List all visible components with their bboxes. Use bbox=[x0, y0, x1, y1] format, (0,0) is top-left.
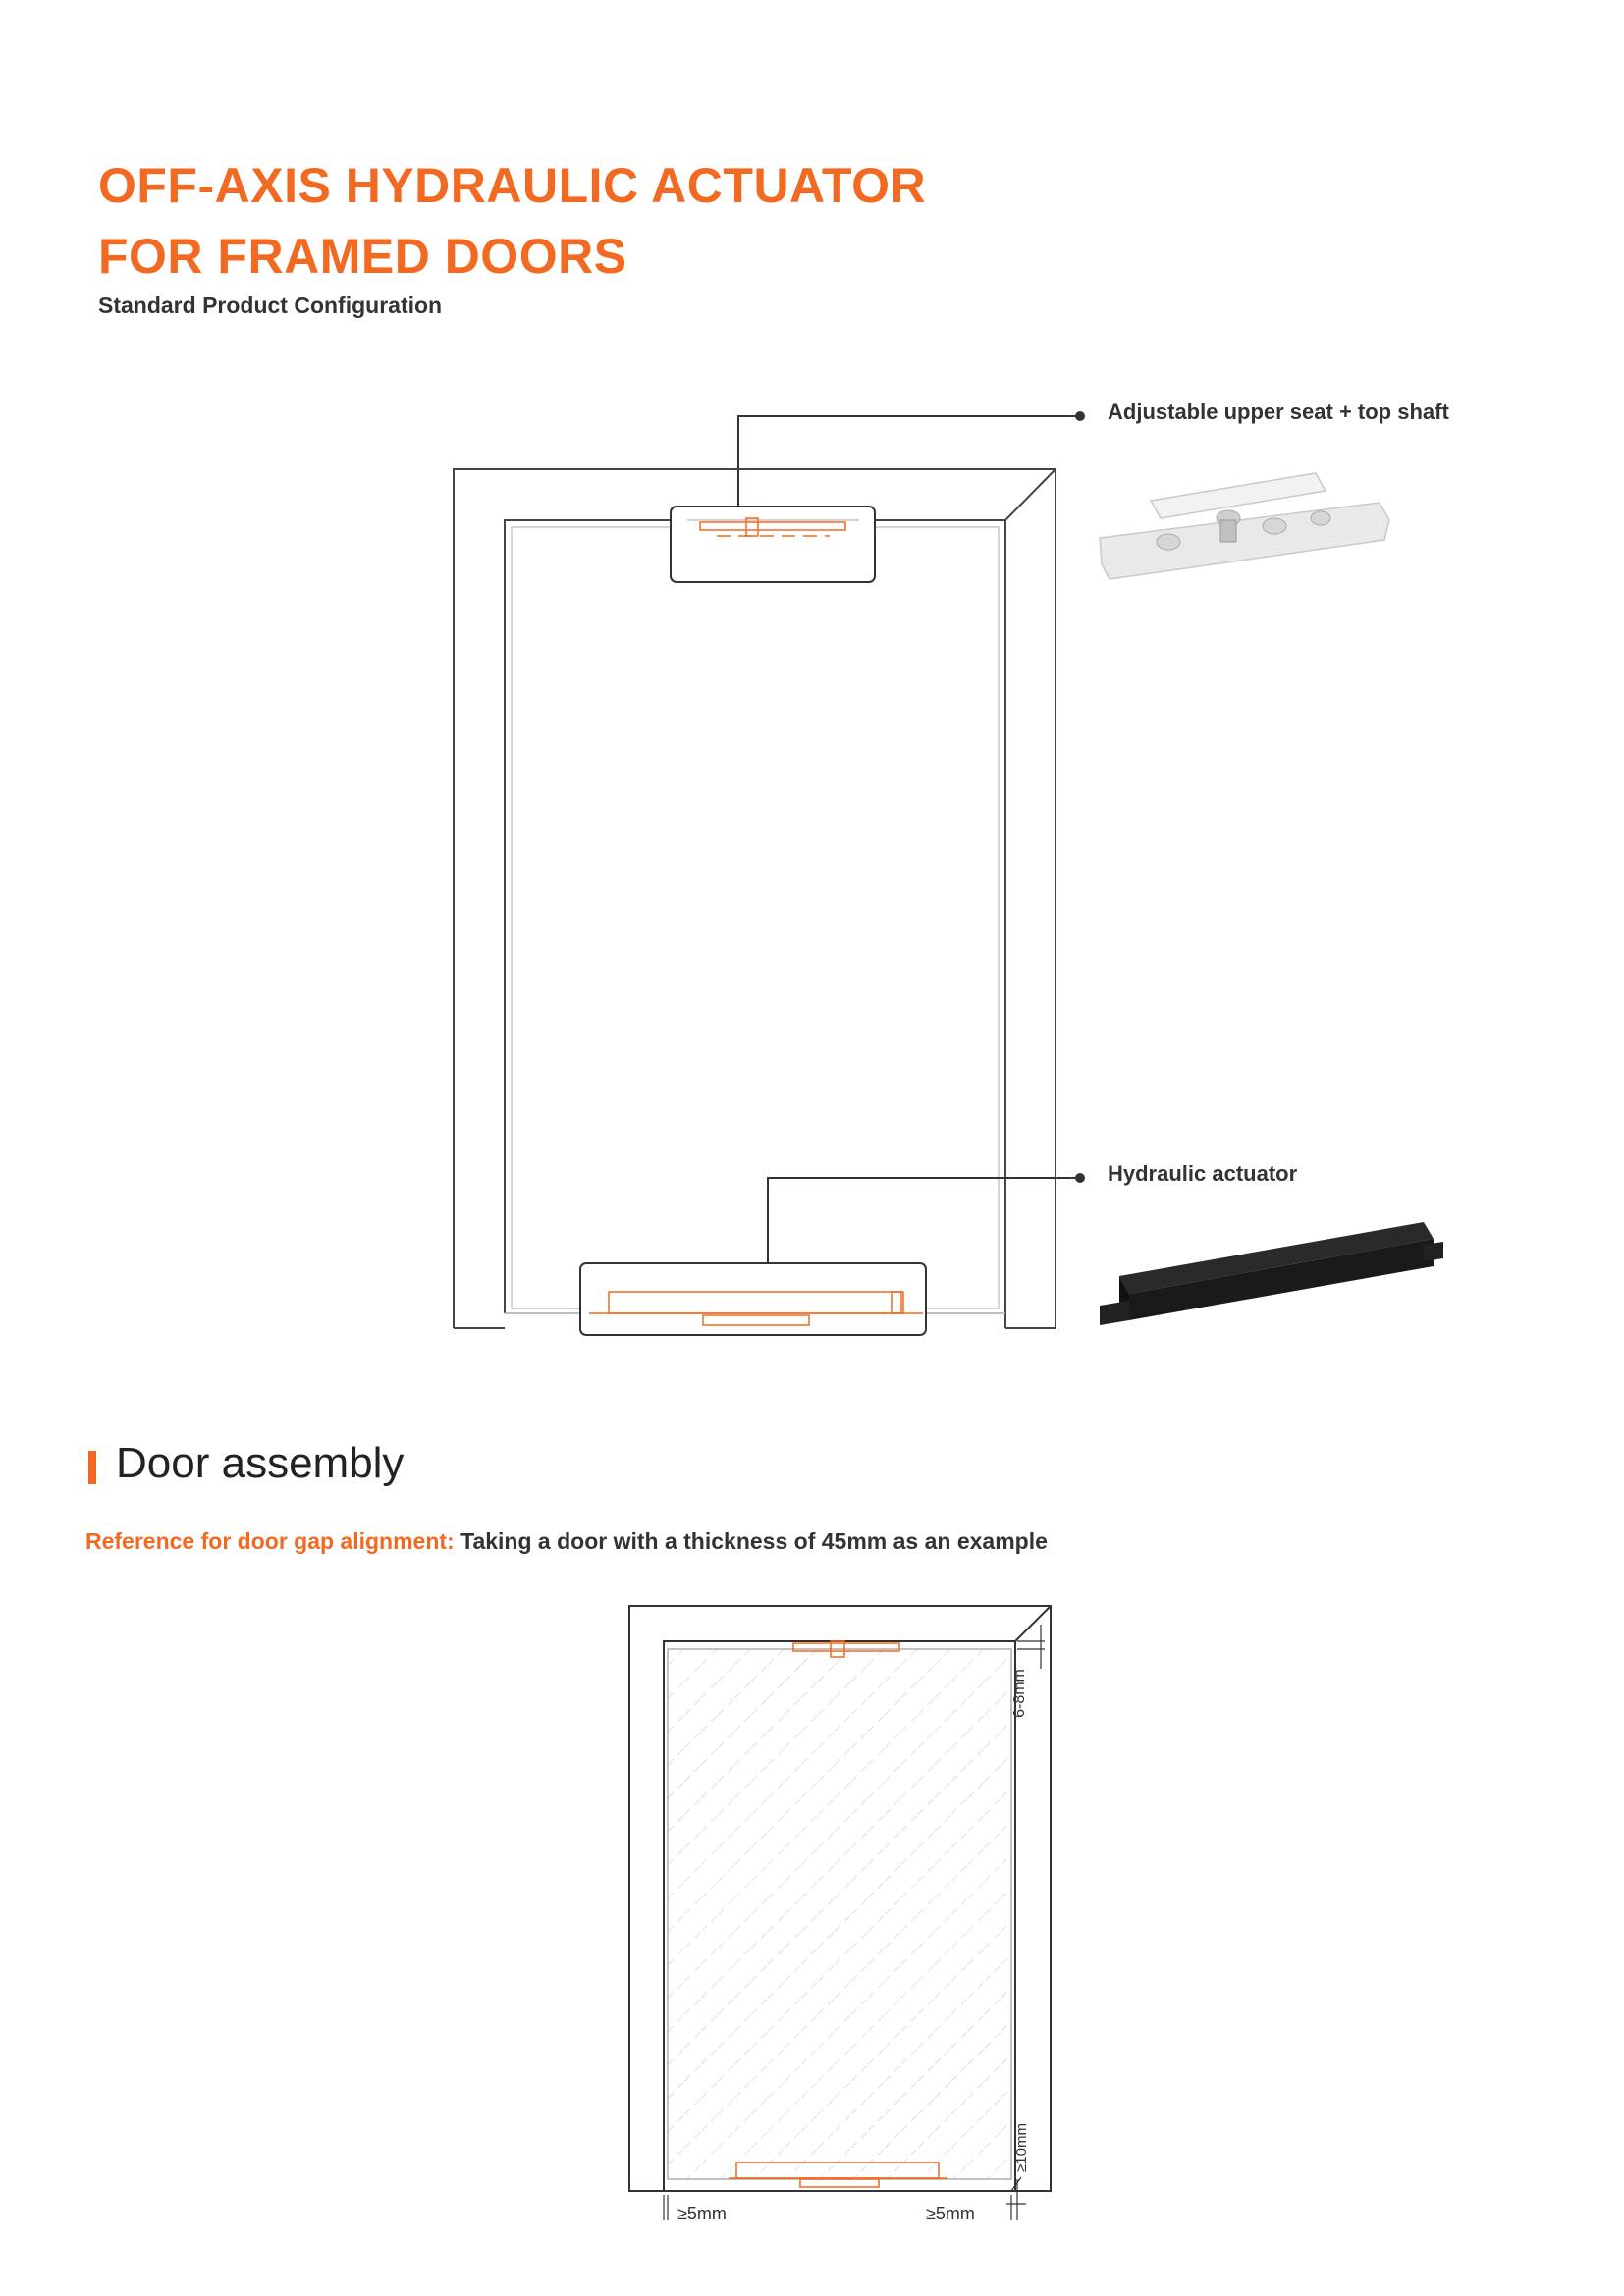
reference-note bbox=[85, 1528, 1048, 1555]
upper-seat-product-photo bbox=[1100, 473, 1389, 579]
dimension-top-gap: 6-8mm bbox=[1011, 1669, 1028, 1718]
upper-callout-leader bbox=[738, 416, 1080, 507]
reference-text: Taking a door with a thickness of 45mm as an example bbox=[454, 1528, 1048, 1554]
dimension-left-gap: ≥5mm bbox=[677, 2204, 727, 2223]
actuator-callout-dot bbox=[1075, 1173, 1085, 1183]
upper-seat-detail bbox=[671, 507, 875, 582]
upper-callout-dot bbox=[1075, 411, 1085, 421]
door-frame bbox=[454, 469, 1056, 1328]
page-title-line-1: OFF-AXIS HYDRAULIC ACTUATOR bbox=[98, 158, 927, 213]
upper-seat-callout-label: Adjustable upper seat + top shaft bbox=[1108, 400, 1449, 424]
page-title-line-2: FOR FRAMED DOORS bbox=[98, 229, 627, 284]
hydraulic-actuator-product-photo bbox=[1100, 1222, 1443, 1325]
section-accent-bar bbox=[88, 1451, 96, 1484]
dimension-bottom-gap: ≥10mm bbox=[1013, 2123, 1030, 2172]
section-title: Door assembly bbox=[116, 1439, 405, 1487]
actuator-detail bbox=[580, 1263, 926, 1335]
actuator-callout-label: Hydraulic actuator bbox=[1108, 1161, 1298, 1186]
page-subtitle: Standard Product Configuration bbox=[98, 293, 443, 318]
actuator-callout-leader bbox=[768, 1178, 1080, 1263]
dimension-right-gap: ≥5mm bbox=[926, 2204, 975, 2223]
reference-label: Reference for door gap alignment: bbox=[85, 1528, 455, 1554]
